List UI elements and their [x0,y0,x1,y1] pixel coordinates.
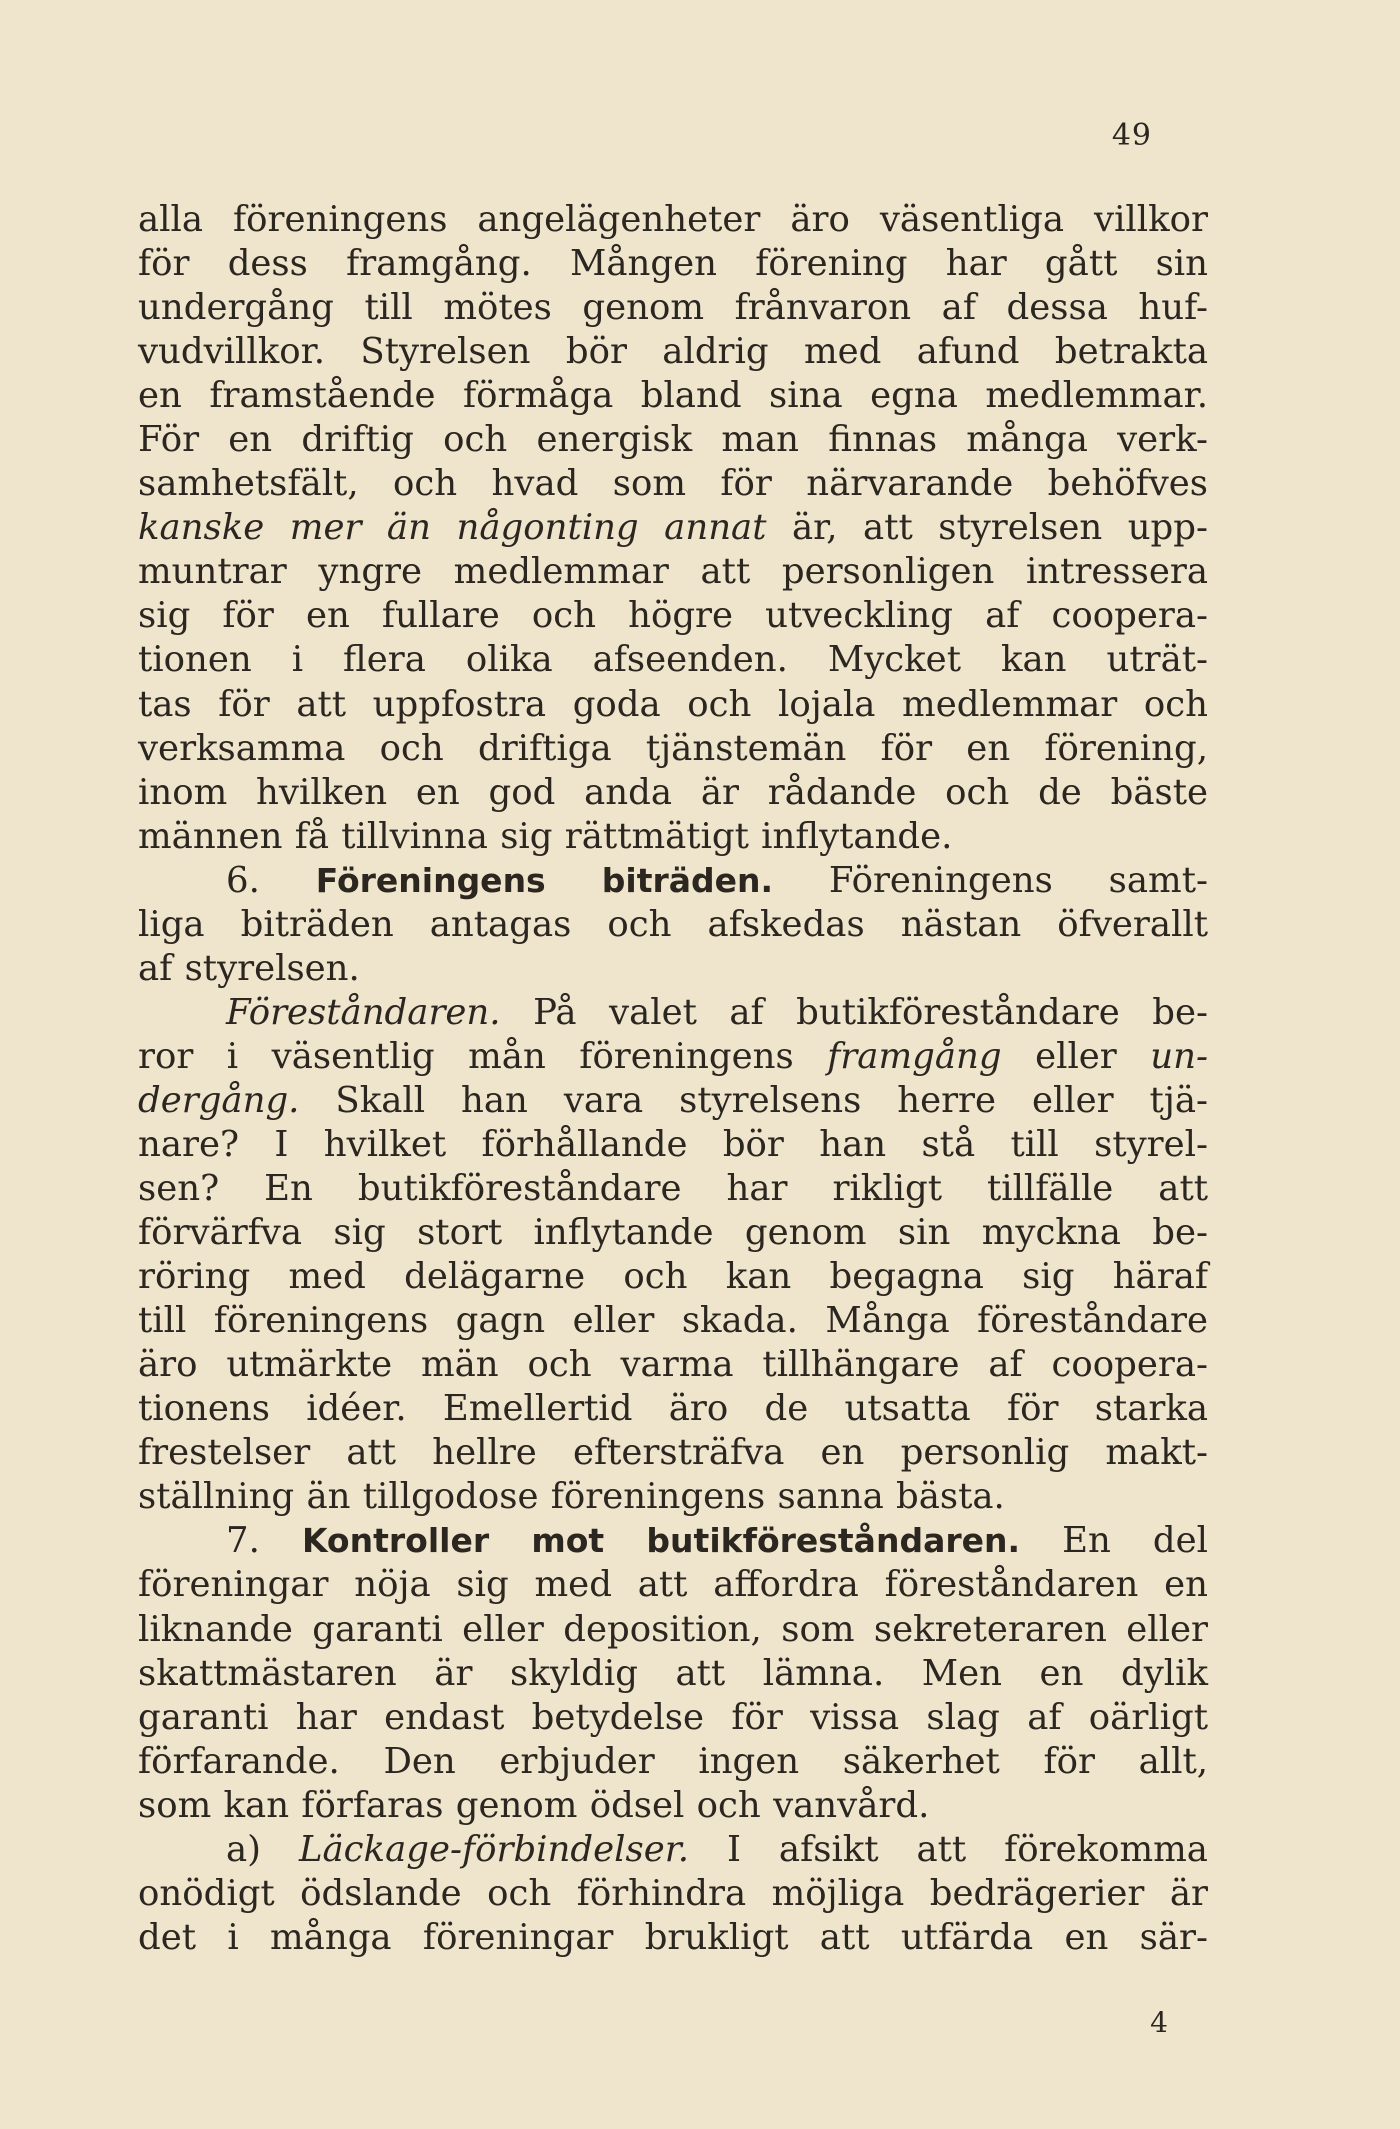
page-number: 49 [1111,118,1152,153]
emphasis-text: framgång [827,1035,1002,1077]
text-line: det i många föreningar brukligt att utfärda en sär- [138,1916,1208,1958]
text-line: inom hvilken en god anda är rådande och de bäste [138,771,1208,813]
line-text: På valet af butikföreståndare be- [500,991,1208,1033]
line-text: I afsikt att förekomma [689,1828,1208,1870]
line-text: En del [1020,1520,1208,1562]
subsection-heading: Läckage-förbindelser. [298,1828,690,1870]
line-text: Skall han vara styrelsens herre eller tjä- [299,1079,1208,1121]
text-line: samhetsfält, och hvad som för närvarande behöfves [138,463,1208,505]
section-heading: Föreningens biträden. [315,860,774,900]
text-line: till föreningens gagn eller skada. Många föreståndare [138,1300,1208,1342]
text-line: liknande garanti eller deposition, som sekreteraren eller [138,1608,1208,1650]
text-line: För en driftig och energisk man finnas många verk- [138,419,1208,461]
text-line: tas för att uppfostra goda och lojala medlemmar och [138,683,1208,725]
body-text [138,198,1208,1960]
text-line: verksamma och driftiga tjänstemän för en förening, [138,727,1208,769]
text-line: muntrar yngre medlemmar att personligen intressera [138,551,1208,593]
text-line: äro utmärkte män och varma tillhängare af coopera- [138,1344,1208,1386]
text-line: röring med delägarne och kan begagna sig häraf [138,1256,1208,1298]
emphasis-text: un- [1150,1035,1208,1077]
text-line: förfarande. Den erbjuder ingen säkerhet för allt, [138,1740,1208,1782]
section-number: 7. [226,1520,260,1562]
text-line: undergång till mötes genom frånvaron af dessa huf- [138,287,1208,329]
text-line: förvärfva sig stort inflytande genom sin myckna be- [138,1212,1208,1254]
text-line: frestelser att hellre eftersträfva en personlig makt- [138,1432,1208,1474]
text-line: en framstående förmåga bland sina egna medlemmar. [138,375,1208,417]
section-heading-line [138,1519,1208,1563]
line-text: ror i väsentlig mån föreningens [138,1035,828,1077]
line-text: Föreningens samt- [773,859,1208,901]
section-heading-line [138,859,1208,903]
signature-mark: 4 [1150,2006,1168,2039]
section-number: 6. [226,859,260,901]
text-line: alla föreningens angelägenheter äro väsentliga villkor [138,199,1208,240]
text-line: tionens idéer. Emellertid äro de utsatta för starka [138,1388,1208,1430]
text-line: af styrelsen. [138,947,360,989]
text-line: föreningar nöja sig med att affordra föreståndaren en [138,1564,1208,1606]
item-label: a) [226,1828,262,1870]
text-line: liga biträden antagas och afskedas nästan öfverallt [138,903,1208,945]
text-line: onödigt ödslande och förhindra möjliga bedrägerier är [138,1872,1208,1914]
section-heading: Kontroller mot butikföreståndaren. [301,1521,1021,1561]
text-line: sig för en fullare och högre utveckling af coopera- [138,595,1208,637]
emphasis-text: kanske mer än någonting annat [138,507,767,549]
text-line: för dess framgång. Mången förening har gått sin [138,243,1208,285]
text-line: männen få tillvinna sig rättmätigt inflytande. [138,815,953,857]
text-line: garanti har endast betydelse för vissa slag af oärligt [138,1696,1208,1738]
text-line: ställning än tillgodose föreningens sanna bästa. [138,1476,1005,1518]
subsection-line [138,991,1208,1035]
text-line: vudvillkor. Styrelsen bör aldrig med afund betrakta [138,331,1208,373]
text-line: skattmästaren är skyldig att lämna. Men en dylik [138,1652,1208,1694]
text-line [138,1079,1208,1123]
text-line: nare? I hvilket förhållande bör han stå till styrel- [138,1123,1208,1165]
text-line: tionen i flera olika afseenden. Mycket kan uträt- [138,639,1208,681]
text-line [138,1035,1208,1079]
text-line: sen? En butikföreståndare har rikligt tillfälle att [138,1168,1208,1210]
subsection-line [138,1828,1208,1872]
text-line: som kan förfaras genom ödsel och vanvård. [138,1784,930,1826]
line-text: är, att styrelsen upp- [766,507,1209,549]
line-text: eller [1001,1035,1151,1077]
subsection-heading: Föreståndaren. [226,991,501,1033]
text-line [138,506,1208,550]
emphasis-text: dergång. [138,1079,300,1121]
